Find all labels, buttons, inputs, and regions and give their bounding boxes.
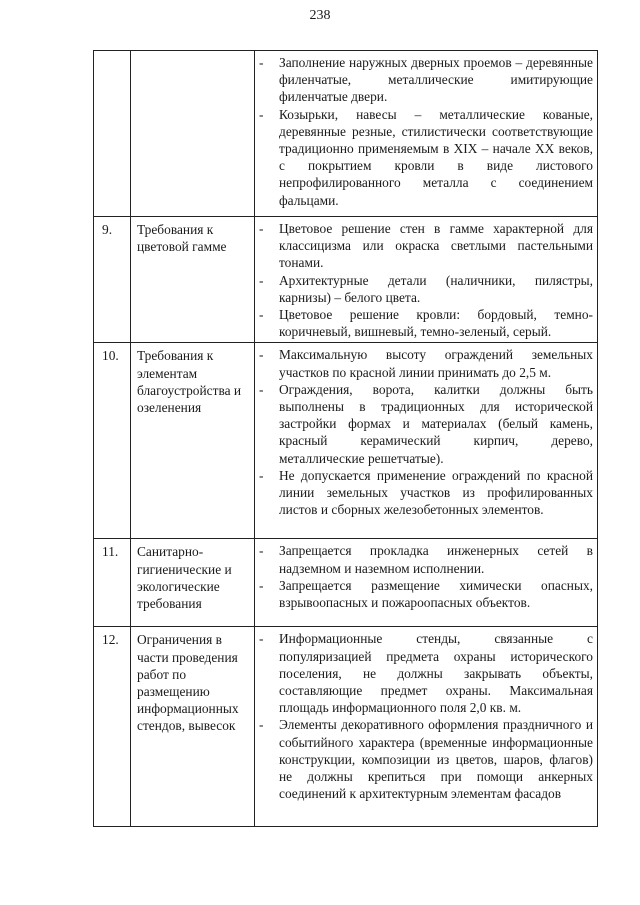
list-item — [259, 306, 593, 340]
row-content — [255, 217, 598, 343]
row-title: Требования к элементам благоустройства и озеленения — [131, 343, 255, 539]
table-row — [94, 343, 598, 539]
dash-marker: - — [259, 106, 264, 122]
table-row — [94, 539, 598, 627]
row-title — [131, 51, 255, 217]
list-item-text: Козырьки, навесы – металлические кованые, деревянные резные, стилистически соответствующие традиционно применяемым в XIX – начале XX веков, с покрытием кровли в виде листового непрофилированного металла с соединением фальцами. — [279, 106, 593, 208]
dash-marker: - — [259, 272, 264, 288]
row-number: 10. — [94, 343, 131, 539]
dash-marker: - — [259, 467, 264, 483]
list-item — [259, 381, 593, 467]
list-item — [259, 54, 593, 106]
row-number: 11. — [94, 539, 131, 627]
row-content — [255, 51, 598, 217]
list-item-text: Запрещается размещение химически опасных, взрывоопасных и пожароопасных объектов. — [279, 577, 593, 611]
list-item-text: Цветовое решение стен в гамме характерной для классицизма или окраска светлыми пастельными тонами. — [279, 221, 593, 271]
list-item — [259, 220, 593, 272]
dash-marker: - — [259, 221, 264, 236]
dash-marker: - — [259, 55, 264, 70]
list-item — [259, 716, 593, 802]
row-title: Санитарно-гигиенические и экологические требования — [131, 539, 255, 627]
row-number: 9. — [94, 217, 131, 343]
list-item-text: Информационные стенды, связанные с популяризацией предмета охраны исторического поселения, не должны закрывать объекты, составляющие предмет охраны. Максимальная площадь информационного поля 2,0 кв. м. — [279, 631, 593, 716]
dash-marker: - — [259, 577, 264, 593]
page-number: 238 — [309, 8, 331, 23]
row-title: Требования к цветовой гамме — [131, 217, 255, 343]
list-item-text: Элементы декоративного оформления праздничного и событийного характера (временные информационные конструкции, композиции из цветов, шаров, флагов) не должны крепиться при помощи анкерных соединений к архитектурным элементам фасадов — [279, 717, 593, 802]
list-item-text: Цветовое решение кровли: бордовый, темно-коричневый, вишневый, темно-зеленый, серый. — [279, 307, 593, 340]
table-row — [94, 51, 598, 217]
list-item-text: Архитектурные детали (наличники, пилястры, карнизы) – белого цвета. — [279, 272, 593, 305]
row-number: 12. — [94, 627, 131, 827]
dash-marker: - — [259, 347, 264, 363]
table-row — [94, 217, 598, 343]
table-row — [94, 627, 598, 827]
list-item-text: Не допускается применение ограждений по красной линии земельных участков из профилированных листов и сборных железобетонных элементов. — [279, 467, 593, 518]
list-item-text: Заполнение наружных дверных проемов – деревянные филенчатые, металлические имитирующие филенчатые двери. — [279, 55, 593, 105]
list-item-text: Максимальную высоту ограждений земельных участков по красной линии принимать до 2,5 м. — [279, 347, 593, 380]
list-item — [259, 542, 593, 576]
dash-marker: - — [259, 307, 264, 323]
list-item-text: Запрещается прокладка инженерных сетей в надземном и наземном исполнении. — [279, 543, 593, 576]
row-title: Ограничения в части проведения работ по размещению информационных стендов, вывесок — [131, 627, 255, 827]
dash-marker: - — [259, 381, 264, 397]
list-item — [259, 346, 593, 380]
row-content — [255, 627, 598, 827]
list-item — [259, 106, 593, 209]
row-content — [255, 343, 598, 539]
list-item — [259, 577, 593, 611]
row-number — [94, 51, 131, 217]
list-item — [259, 272, 593, 306]
row-content — [255, 539, 598, 627]
dash-marker: - — [259, 717, 264, 733]
regulations-table — [93, 50, 598, 827]
list-item — [259, 467, 593, 519]
dash-marker: - — [259, 543, 264, 559]
list-item-text: Ограждения, ворота, калитки должны быть выполнены в традиционных для исторической застройки формах и материалах (белый камень, красный керамический кирпич, дерево, металлические решетчатые). — [279, 381, 593, 466]
list-item — [259, 630, 593, 716]
dash-marker: - — [259, 631, 264, 647]
